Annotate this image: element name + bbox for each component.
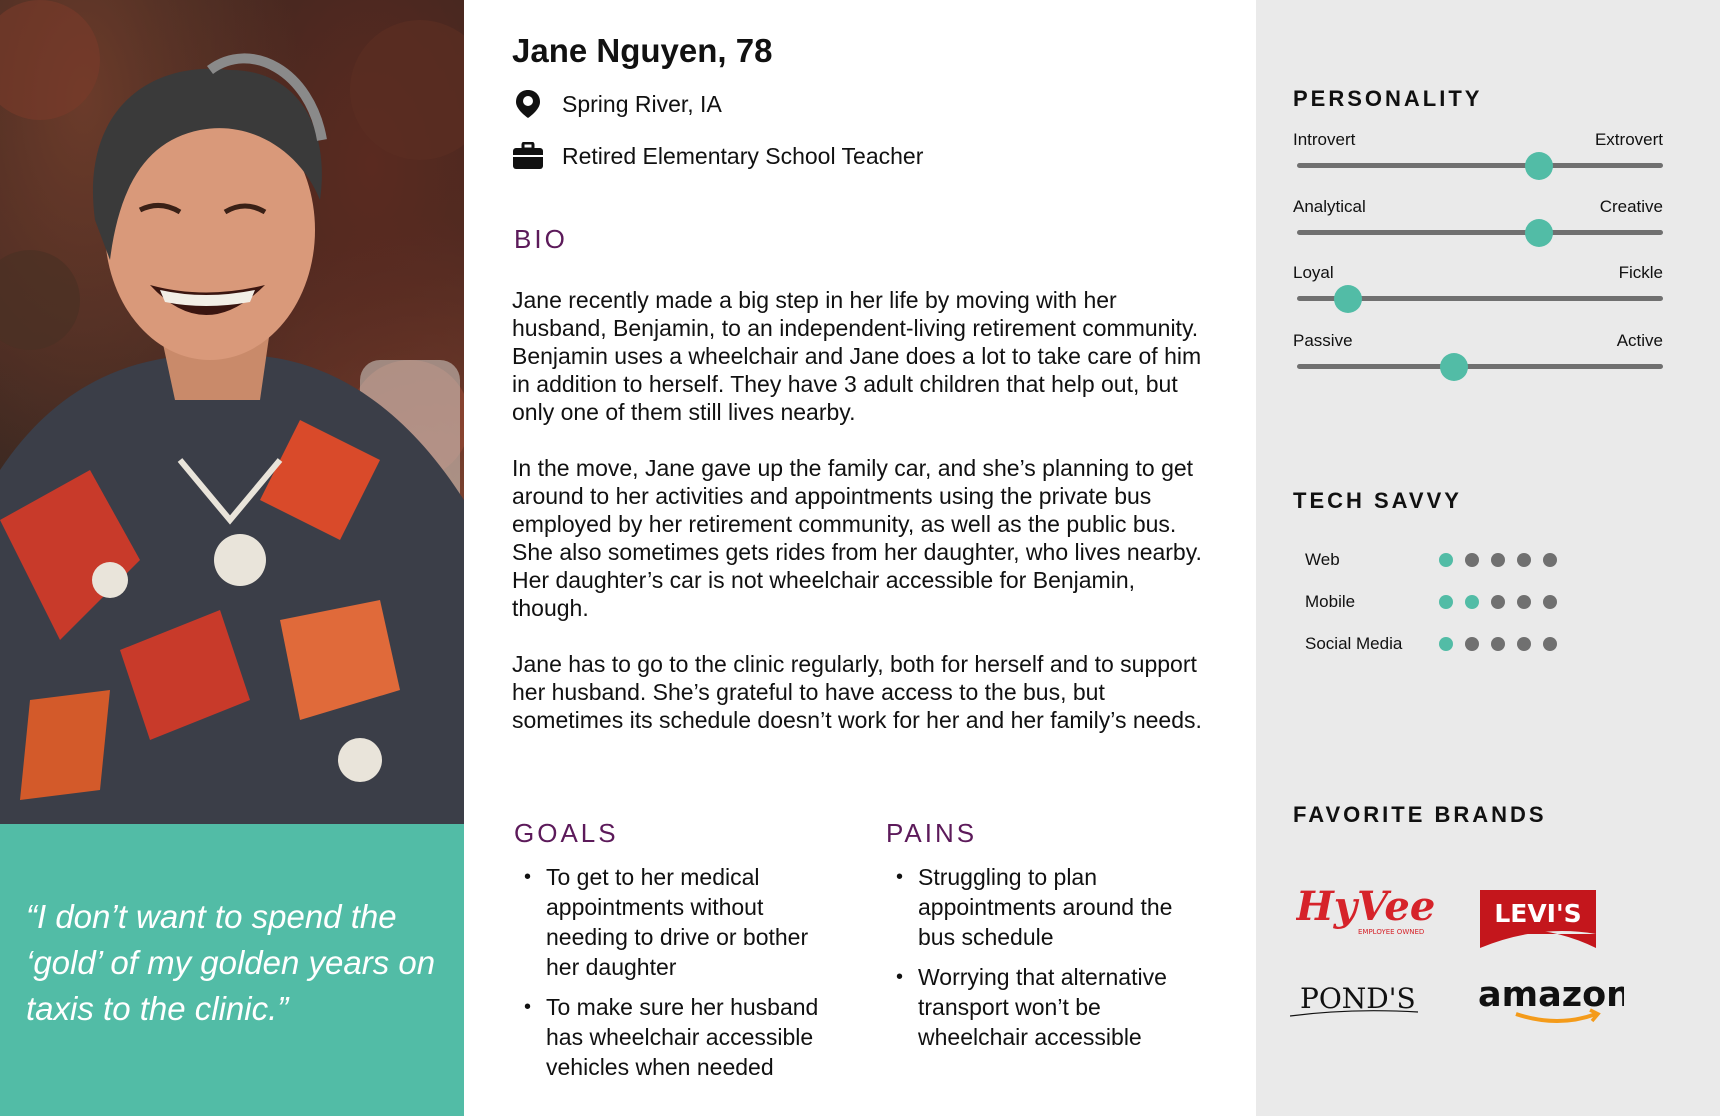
- persona-location: Spring River, IA: [562, 90, 722, 117]
- tech-label: Social Media: [1305, 634, 1403, 653]
- tech-row-mobile: [1305, 587, 1605, 617]
- rating-dot-empty: [1543, 595, 1557, 609]
- rating-dot-filled: [1439, 637, 1453, 651]
- amazon-logo: [1478, 972, 1624, 1028]
- rating-dot-empty: [1465, 637, 1479, 651]
- slider-track: [1297, 230, 1663, 235]
- rating-dot-empty: [1517, 637, 1531, 651]
- bio-text: [512, 286, 1212, 762]
- tech-label: Web: [1305, 550, 1340, 569]
- tech-row-web: [1305, 545, 1605, 575]
- pain-item: • Struggling to plan appointments around the bus schedule: [884, 862, 1174, 952]
- slider-left-label: Passive: [1293, 331, 1353, 350]
- occupation-row: [512, 140, 923, 172]
- goals-list: [512, 862, 832, 1092]
- bio-title: BIO: [514, 224, 568, 254]
- slider-left-label: Loyal: [1293, 263, 1334, 282]
- favorite-brands-title: FAVORITE BRANDS: [1293, 802, 1547, 827]
- personality-slider-loyal-fickle: [1293, 263, 1663, 323]
- levis-logo-text: LEVI'S: [1494, 899, 1582, 928]
- slider-right-label: Fickle: [1618, 263, 1663, 282]
- personality-slider-introvert-extrovert: [1293, 130, 1663, 190]
- rating-dot-empty: [1491, 637, 1505, 651]
- goals-title: GOALS: [514, 818, 619, 848]
- slider-thumb: [1440, 353, 1468, 381]
- rating-dot-filled: [1465, 595, 1479, 609]
- goal-item: • To get to her medical appointments without needing to drive or bother her daughter: [512, 862, 832, 982]
- personality-title: PERSONALITY: [1293, 86, 1483, 111]
- tech-savvy-title: TECH SAVVY: [1293, 488, 1462, 513]
- main-column: [464, 0, 1256, 1116]
- slider-left-label: Introvert: [1293, 130, 1356, 149]
- slider-thumb: [1525, 152, 1553, 180]
- ponds-logo-text: POND'S: [1300, 982, 1416, 1015]
- hyvee-logo: [1296, 880, 1436, 940]
- pains-list: [884, 862, 1174, 1062]
- slider-thumb: [1525, 219, 1553, 247]
- persona-portrait-illustration: [0, 0, 464, 824]
- rating-dot-empty: [1543, 553, 1557, 567]
- hyvee-logo-text: HyVee: [1296, 883, 1436, 930]
- tech-rating-dots: [1439, 553, 1569, 567]
- attributes-panel: [1256, 0, 1720, 1116]
- slider-left-label: Analytical: [1293, 197, 1366, 216]
- rating-dot-empty: [1543, 637, 1557, 651]
- tech-rating-dots: [1439, 595, 1569, 609]
- personality-slider-analytical-creative: [1293, 197, 1663, 257]
- slider-right-label: Extrovert: [1594, 130, 1663, 149]
- slider-right-label: Creative: [1599, 197, 1663, 216]
- location-pin-icon: [512, 88, 544, 120]
- persona-name: Jane Nguyen, 78: [512, 32, 773, 69]
- levis-logo: [1480, 890, 1596, 948]
- goal-item: • To make sure her husband has wheelchair accessible vehicles when needed: [512, 992, 832, 1082]
- tech-row-social-media: [1305, 629, 1605, 659]
- rating-dot-empty: [1517, 553, 1531, 567]
- persona-photo: [0, 0, 464, 824]
- persona-quote: “I don’t want to spend the ‘gold’ of my golden years on taxis to the clinic.”: [26, 898, 436, 1027]
- rating-dot-filled: [1439, 553, 1453, 567]
- rating-dot-empty: [1491, 553, 1505, 567]
- bio-paragraph: In the move, Jane gave up the family car, and she’s planning to get around to her activities and appointments using the private bus employed by her retirement community, as well as the public bus. She also sometimes gets rides from her daughter, who lives nearby. Her daughter’s car is not wheelchair accessible for Benjamin, though.: [512, 455, 1202, 621]
- briefcase-icon: [512, 140, 544, 172]
- hyvee-logo-subtext: EMPLOYEE OWNED: [1358, 928, 1425, 936]
- location-row: [512, 88, 722, 120]
- rating-dot-empty: [1517, 595, 1531, 609]
- bio-paragraph: Jane has to go to the clinic regularly, both for herself and to support her husband. She’s grateful to have access to the bus, but sometimes its schedule doesn’t work for her and her family’s needs.: [512, 651, 1202, 733]
- left-column: [0, 0, 464, 1116]
- rating-dot-filled: [1439, 595, 1453, 609]
- pain-item: • Worrying that alternative transport won’t be wheelchair accessible: [884, 962, 1174, 1052]
- tech-label: Mobile: [1305, 592, 1356, 611]
- slider-track: [1297, 364, 1663, 369]
- pains-title: PAINS: [886, 818, 978, 848]
- slider-thumb: [1334, 285, 1362, 313]
- slider-track: [1297, 163, 1663, 168]
- slider-right-label: Active: [1616, 331, 1663, 350]
- amazon-logo-text: amazon: [1478, 975, 1624, 1015]
- persona-occupation: Retired Elementary School Teacher: [562, 142, 924, 169]
- ponds-logo: [1290, 978, 1420, 1018]
- personality-slider-passive-active: [1293, 331, 1663, 391]
- rating-dot-empty: [1465, 553, 1479, 567]
- tech-rating-dots: [1439, 637, 1569, 651]
- rating-dot-empty: [1491, 595, 1505, 609]
- quote-box: [0, 824, 464, 1116]
- bio-paragraph: Jane recently made a big step in her life by moving with her husband, Benjamin, to an independent-living retirement community. Benjamin uses a wheelchair and Jane does a lot to take care of him in addition to herself. They have 3 adult children that help out, but only one of them still lives nearby.: [512, 287, 1202, 425]
